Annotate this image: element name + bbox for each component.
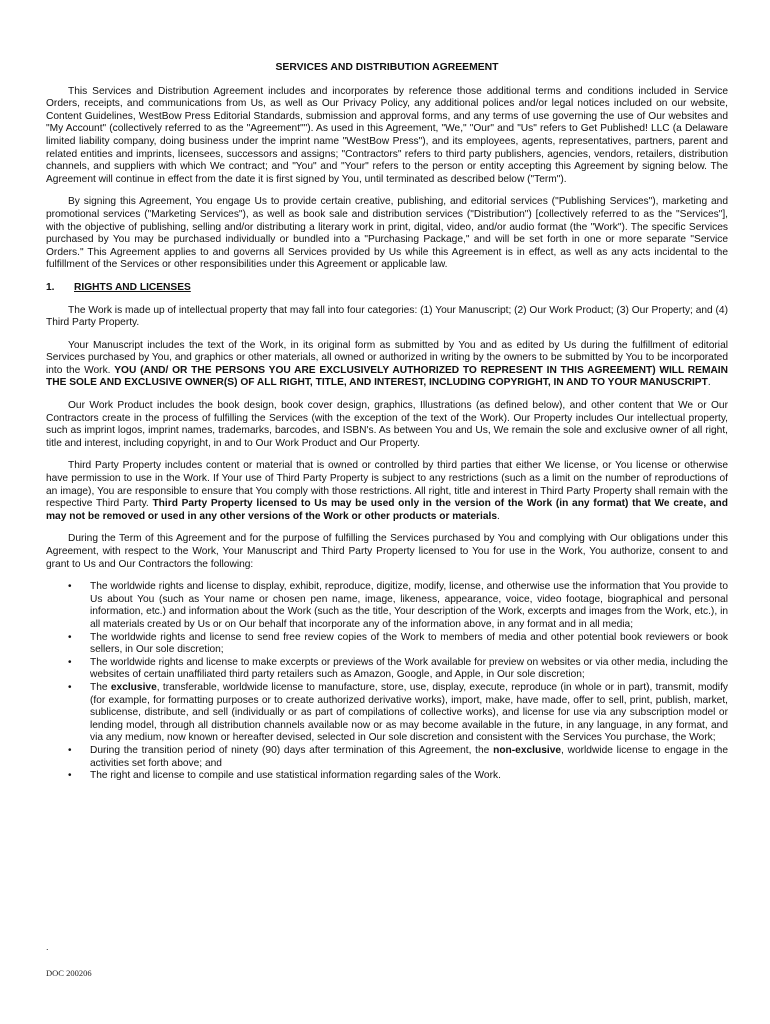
list-item bbox=[46, 682, 728, 745]
intro-paragraph-2: By signing this Agreement, You engage Us to provide certain creative, publishing, and editorial services ("Publishing Services"), marketing and promotional services ("Marketing Services"), as well as book sale and distribution services ("Distribution") [collectively referred to as the "Services"], with the objective of publishing, selling and/or distributing a literary work in print, digital, video, and/or audio format (the "Work"). The specific Services purchased by You may be purchased individually or bundled into a "Purchasing Package," and will be set forth in one or more separate "Service Orders." This Agreement applies to and governs all Services provided by Us while this Agreement is in effect, as well as any acts incidental to the fulfillment of the Services or other responsibilities under this Agreement or applicable law. bbox=[46, 196, 728, 271]
list-item-text bbox=[90, 682, 728, 743]
ownership-clause: YOU (AND/ OR THE PERSONS YOU ARE EXCLUSIVELY AUTHORIZED TO REPRESENT IN THIS AGREEMENT) WILL REMAIN THE SOLE AND EXCLUSIVE OWNER(S) OF ALL RIGHT, TITLE, AND INTEREST, INCLUDING COPYRIGHT, IN AND TO YOUR MANUSCRIPT bbox=[46, 364, 728, 389]
text-run: , worldwide license to engage in the activities set forth above; and bbox=[90, 744, 728, 769]
bullet-icon: • bbox=[68, 681, 72, 693]
bullet-icon: • bbox=[68, 656, 72, 668]
document-title: SERVICES AND DISTRIBUTION AGREEMENT bbox=[275, 62, 499, 73]
list-item-text bbox=[90, 745, 728, 769]
section-paragraph-4 bbox=[46, 460, 728, 523]
list-item bbox=[46, 581, 728, 631]
section-paragraph-5: During the Term of this Agreement and for the purpose of fulfilling the Services purchased by You and complying with Our obligations under this Agreement, with respect to the Work, Your Manuscript and Third Party Property licensed to You for use in the Work, You authorize, consent to and grant to Us and Our Contractors the following: bbox=[46, 533, 728, 570]
list-item bbox=[46, 745, 728, 770]
list-item bbox=[46, 657, 728, 682]
list-item bbox=[46, 632, 728, 657]
intro-paragraph-1: This Services and Distribution Agreement includes and incorporates by reference those additional terms and conditions included in Service Orders, receipts, and communications from Us, as well as Our Privacy Policy, any additional polices and/or legal notices included on our website, Content Guidelines, WestBow Press Editorial Standards, submission and approval forms, and any terms of use governing the use of Our websites and "My Account" (collectively referred to as the "Agreement""). As used in this Agreement, "We," "Our" and "Us" refers to Get Published! LLC (a Delaware limited liability company, doing business under the imprint name "WestBow Press"), and its employees, agents, representatives, partners, parent and related entities and imprints, licensees, successors and assigns; "Contractors" refers to third party publishers, agencies, vendors, retailers, distribution channels, and suppliers with which We contract; and "You" and "Your" refers to the person or entity accepting this Agreement by signing below. The Agreement will continue in effect from the date it is first signed by You, until terminated as described below ("Term"). bbox=[46, 85, 728, 185]
bullet-icon: • bbox=[68, 770, 72, 782]
manuscript-text: Your Manuscript includes the text of the Work, in its original form as submitted by You and as edited by Us during the fulfillment of editorial Services purchased by You, and graphics or other materials, all owned or authorized in writing by the owners to be submitted by You to be incorporated into the Work. bbox=[46, 339, 728, 376]
paragraph-end: . bbox=[497, 510, 500, 522]
non-exclusive-term: non-exclusive bbox=[493, 744, 562, 756]
list-item-text: The right and license to compile and use statistical information regarding sales of the Work. bbox=[90, 770, 501, 782]
section-paragraph-1: The Work is made up of intellectual property that may fall into four categories: (1) Your Manuscript; (2) Our Work Product; (3) Our Property; and (4) Third Party Property. bbox=[46, 304, 728, 329]
section-title: RIGHTS AND LICENSES bbox=[74, 281, 191, 293]
exclusive-term: exclusive bbox=[110, 681, 157, 693]
bullet-icon: • bbox=[68, 631, 72, 643]
paragraph-end: . bbox=[707, 377, 711, 389]
bullet-icon: • bbox=[68, 581, 72, 593]
section-heading bbox=[46, 282, 728, 295]
text-run: The bbox=[90, 681, 111, 693]
text-run: , transferable, worldwide license to manufacture, store, use, display, execute, reproduce (in whole or in part), transmit, modify (for example, for formatting purposes or to create authorized derivative works), import, make, have made, offer to sell, print, publish, market, sublicense, distribute, and sell (individually or as part of compilations of collective works), and license for use via any subscription model or lending model, through all distribution channels available now or as may become available in the future, in any language, in any format, and via any medium, now known or hereafter devised, selected in Our sole discretion and consistent with the Services You purchase, the Work; bbox=[90, 681, 728, 744]
footer-document-code: DOC 200206 bbox=[46, 968, 92, 978]
document-body bbox=[46, 62, 728, 783]
text-run: During the transition period of ninety (90) days after termination of this Agreement, the bbox=[90, 744, 494, 756]
third-party-clause: Third Party Property licensed to Us may be used only in the version of the Work (in any format) that We create, and may not be removed or used in any other versions of the Work or other products or materials bbox=[46, 498, 728, 522]
bullet-icon: • bbox=[68, 744, 72, 756]
list-item-text: The worldwide rights and license to display, exhibit, reproduce, digitize, modify, license, and otherwise use the information that You provide to Us about You (such as Your name or chosen pen name, image, likeness, appearance, voice, video footage, biographical and personal information, etc.) and information about the Work (such as the title, Your description of the Work, excerpts and images from the Work, etc.), in all materials created by Us or on Our behalf that incorporate any of the information above, in any format and in all media; bbox=[90, 581, 728, 630]
license-list bbox=[46, 581, 728, 783]
section-paragraph-3: Our Work Product includes the book design, book cover design, graphics, Illustrations (as defined below), and other content that We or Our Contractors create in the process of fulfilling the Services (with the exception of the text of the Work). Our Property includes Our intellectual property, such as imprint logos, imprint names, trademarks, barcodes, and ISBN's. As between You and Us, We remain the sole and exclusive owner of all right, title and interest, including copyright, in and to Our Work Product and Our Property. bbox=[46, 400, 728, 449]
list-item bbox=[46, 770, 728, 783]
list-item-text: The worldwide rights and license to send free review copies of the Work to members of media and other potential book reviewers or book sellers, in Our sole discretion; bbox=[90, 631, 728, 656]
section-paragraph-2 bbox=[46, 340, 728, 390]
section-number: 1. bbox=[46, 281, 55, 293]
stray-mark: . bbox=[46, 942, 49, 952]
list-item-text: The worldwide rights and license to make excerpts or previews of the Work available for preview on websites or via other media, including the websites of certain unaffiliated third party retailers such as Amazon, Google, and Apple, in Our sole discretion; bbox=[90, 656, 728, 681]
third-party-text: Third Party Property includes content or material that is owned or controlled by third parties that either We license, or You license or otherwise have permission to use in the Work. If Your use of Third Party Property is subject to any restrictions (such as a limit on the number of reproductions of an image), You are responsible to ensure that You comply with those restrictions. All right, title and interest in Third Party Property shall remain with the respective Third Party. bbox=[46, 460, 728, 510]
